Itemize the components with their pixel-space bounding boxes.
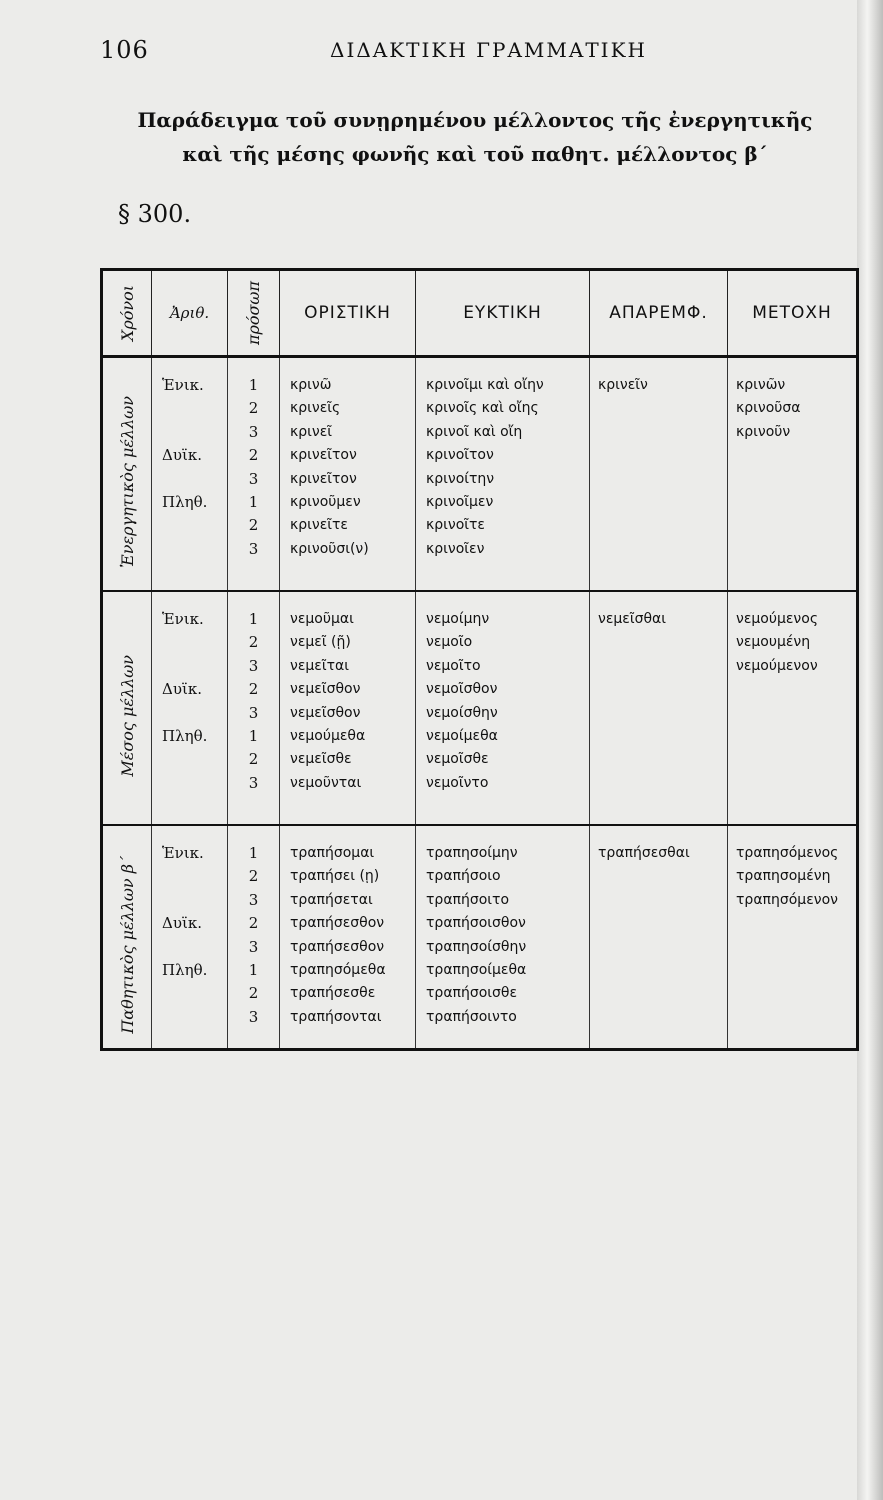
optative-line: κρινοῖμεν <box>426 493 494 510</box>
heading-line-1: Παράδειγμα τοῦ συνῃρημένου μέλλοντος τῆς ἐνεργητικῆς <box>137 108 813 132</box>
indicative-line: νεμοῦνται <box>290 774 362 791</box>
persons-line: 1 <box>248 960 259 979</box>
optative-cell <box>416 591 590 825</box>
numbers-line: Πληθ. <box>162 726 208 745</box>
numbers-line <box>152 865 227 888</box>
header-tenses: Χρόνοι <box>102 270 152 357</box>
tense-label-cell <box>102 357 152 592</box>
infinitive-line: νεμεῖσθαι <box>598 611 667 627</box>
persons-line: 2 <box>248 399 259 418</box>
numbers-line <box>152 655 227 678</box>
numbers-line: Δυϊκ. <box>162 680 202 699</box>
tense-label: Παθητικὸς μέλλων β΄ <box>117 856 137 1034</box>
optative-line: νεμοίμην <box>426 611 490 627</box>
optative-line: νεμοῖντο <box>426 774 489 791</box>
numbers-line: Ἑνικ. <box>162 844 204 862</box>
numbers-line: Δυϊκ. <box>162 446 202 465</box>
optative-line: τραπήσοιο <box>426 868 501 885</box>
numbers-line <box>152 936 227 959</box>
indicative-line: νεμεῖ (ῇ) <box>290 634 351 651</box>
numbers-line <box>152 702 227 725</box>
indicative-line: τραπήσεται <box>290 891 373 908</box>
indicative-line: κρινεῖ <box>290 423 332 440</box>
page-number: 106 <box>100 36 149 64</box>
persons-line: 1 <box>248 610 259 628</box>
group-passive-future-2 <box>102 825 858 1050</box>
participle-line: τραπησομένη <box>736 868 831 885</box>
participle-cell <box>728 591 858 825</box>
persons-line: 2 <box>248 516 259 535</box>
optative-line: κρινοῖ καὶ οἴη <box>426 423 523 440</box>
indicative-line: νεμεῖται <box>290 657 349 674</box>
tense-label-cell <box>102 591 152 825</box>
persons-line: 3 <box>248 773 259 792</box>
heading-line-2: καὶ τῆς μέσης φωνῆς καὶ τοῦ παθητ. μέλλοντος β΄ <box>182 142 768 166</box>
optative-line: κρινοῖτε <box>426 517 485 534</box>
optative-line: νεμοῖσθον <box>426 681 498 698</box>
infinitive-line: κρινεῖν <box>598 377 648 393</box>
header-optative: ΕΥΚΤΙΚΗ <box>416 270 590 357</box>
optative-line: τραπησοίσθην <box>426 938 527 955</box>
persons-line: 2 <box>248 446 259 465</box>
participle-line: κρινῶν <box>736 377 786 393</box>
participle-line: νεμούμενον <box>736 657 818 674</box>
indicative-line: κρινεῖς <box>290 400 341 417</box>
indicative-line: τραπήσομαι <box>290 845 375 861</box>
numbers-line <box>152 514 227 537</box>
numbers-line <box>152 748 227 771</box>
persons-line: 1 <box>248 844 259 862</box>
indicative-line: τραπήσει (ῃ) <box>290 868 380 885</box>
infinitive-line: τραπήσεσθαι <box>598 845 690 861</box>
optative-line: τραπήσοισθον <box>426 915 526 932</box>
optative-cell <box>416 357 590 592</box>
persons-line: 1 <box>248 726 259 745</box>
section-number: § 300. <box>118 200 192 228</box>
header-number: Ἀριθ. <box>152 270 228 357</box>
numbers-line: Ἑνικ. <box>162 376 204 394</box>
indicative-line: κρινεῖτον <box>290 470 357 487</box>
persons-line: 3 <box>248 469 259 488</box>
indicative-line: νεμοῦμαι <box>290 611 354 627</box>
numbers-line <box>152 421 227 444</box>
number-cell <box>152 357 228 592</box>
numbers-line <box>152 889 227 912</box>
indicative-line: κρινῶ <box>290 377 332 393</box>
indicative-cell <box>280 591 416 825</box>
page-edge <box>857 0 883 1500</box>
indicative-cell <box>280 357 416 592</box>
header-infinitive: ΑΠΑΡΕΜΦ. <box>590 270 728 357</box>
participle-line: νεμουμένη <box>736 634 811 651</box>
indicative-line: τραπήσεσθε <box>290 985 376 1002</box>
tense-label-cell <box>102 825 152 1050</box>
optative-line: κρινοῖς καὶ οἴης <box>426 400 539 417</box>
indicative-line: νεμεῖσθον <box>290 704 361 721</box>
section-heading <box>110 103 840 171</box>
optative-line: νεμοῖο <box>426 634 473 651</box>
infinitive-cell <box>590 357 728 592</box>
persons-line: 2 <box>248 984 259 1003</box>
number-cell <box>152 591 228 825</box>
tense-label: Μέσος μέλλων <box>117 655 137 777</box>
numbers-line: Δυϊκ. <box>162 914 202 933</box>
persons-line: 1 <box>248 376 259 394</box>
optative-line: τραπησοίμεθα <box>426 961 527 978</box>
optative-line: τραπήσοιντο <box>426 1008 517 1025</box>
optative-line: τραπησοίμην <box>426 845 518 861</box>
person-cell <box>228 825 280 1050</box>
participle-cell <box>728 357 858 592</box>
numbers-line <box>152 538 227 561</box>
table-header-row <box>102 270 858 357</box>
indicative-line: νεμεῖσθε <box>290 751 352 768</box>
conjugation-table <box>100 268 859 1051</box>
indicative-line: κρινοῦσι(ν) <box>290 540 369 557</box>
persons-line: 3 <box>248 539 259 558</box>
optative-line: κρινοῖμι καὶ οἴην <box>426 377 544 393</box>
participle-line: τραπησόμενος <box>736 845 839 861</box>
persons-line: 1 <box>248 492 259 511</box>
participle-line: τραπησόμενον <box>736 891 838 908</box>
optative-line: κρινοῖτον <box>426 447 494 464</box>
header-participle: ΜΕΤΟΧΗ <box>728 270 858 357</box>
persons-line: 3 <box>248 422 259 441</box>
optative-line: κρινοίτην <box>426 470 495 487</box>
persons-line: 3 <box>248 656 259 675</box>
tense-label: Ἐνεργητικὸς μέλλων <box>117 396 137 568</box>
group-middle-future <box>102 591 858 825</box>
numbers-line <box>152 772 227 795</box>
optative-line: νεμοῖσθε <box>426 751 489 768</box>
person-cell <box>228 357 280 592</box>
participle-line: κρινοῦν <box>736 423 791 440</box>
persons-line: 3 <box>248 703 259 722</box>
participle-line: νεμούμενος <box>736 611 819 627</box>
numbers-line <box>152 982 227 1005</box>
optative-line: κρινοῖεν <box>426 540 485 557</box>
persons-line: 2 <box>248 867 259 886</box>
optative-line: τραπήσοιτο <box>426 891 510 908</box>
indicative-line: κρινεῖτον <box>290 447 357 464</box>
persons-line: 2 <box>248 750 259 769</box>
indicative-line: τραπήσεσθον <box>290 938 385 955</box>
numbers-line <box>152 397 227 420</box>
persons-line: 3 <box>248 937 259 956</box>
participle-line: κρινοῦσα <box>736 400 801 417</box>
indicative-line: τραπησόμεθα <box>290 961 386 978</box>
numbers-line <box>152 631 227 654</box>
indicative-cell <box>280 825 416 1050</box>
persons-line: 2 <box>248 633 259 652</box>
optative-line: νεμοῖτο <box>426 657 481 674</box>
group-active-future <box>102 357 858 592</box>
indicative-line: νεμούμεθα <box>290 727 366 744</box>
optative-line: νεμοίσθην <box>426 704 498 721</box>
header-indicative: ΟΡΙΣΤΙΚΗ <box>280 270 416 357</box>
infinitive-cell <box>590 825 728 1050</box>
persons-line: 2 <box>248 914 259 933</box>
numbers-line: Πληθ. <box>162 960 208 979</box>
numbers-line <box>152 1006 227 1029</box>
number-cell <box>152 825 228 1050</box>
header-person: πρόσωπ <box>228 270 280 357</box>
indicative-line: τραπήσεσθον <box>290 915 385 932</box>
persons-line: 3 <box>248 890 259 909</box>
optative-line: τραπήσοισθε <box>426 985 518 1002</box>
numbers-line: Πληθ. <box>162 492 208 511</box>
persons-line: 2 <box>248 680 259 699</box>
infinitive-cell <box>590 591 728 825</box>
indicative-line: κρινοῦμεν <box>290 493 361 510</box>
optative-line: νεμοίμεθα <box>426 727 498 744</box>
optative-cell <box>416 825 590 1050</box>
numbers-line: Ἑνικ. <box>162 610 204 628</box>
participle-cell <box>728 825 858 1050</box>
indicative-line: κρινεῖτε <box>290 517 348 534</box>
person-cell <box>228 591 280 825</box>
numbers-line <box>152 468 227 491</box>
persons-line: 3 <box>248 1007 259 1026</box>
indicative-line: νεμεῖσθον <box>290 681 361 698</box>
indicative-line: τραπήσονται <box>290 1008 382 1025</box>
running-head: ΔΙΔΑΚΤΙΚΗ ΓΡΑΜΜΑΤΙΚΗ <box>330 38 647 62</box>
